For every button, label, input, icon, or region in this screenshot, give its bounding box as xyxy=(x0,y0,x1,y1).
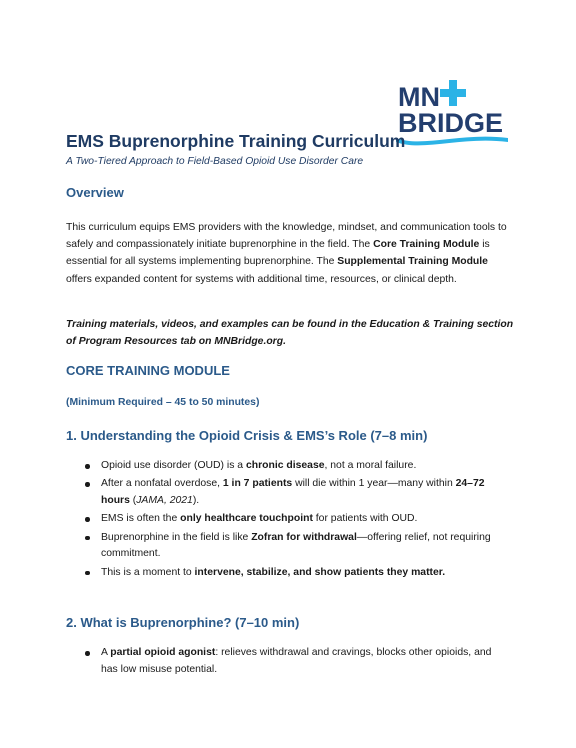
overview-heading: Overview xyxy=(66,185,124,200)
logo-line2: BRIDGE xyxy=(398,108,504,138)
section-2-heading: 2. What is Buprenorphine? (7–10 min) xyxy=(66,615,300,630)
minimum-required-label: (Minimum Required – 45 to 50 minutes) xyxy=(66,397,260,408)
list-item: This is a moment to intervene, stabilize, and show patients they matter. xyxy=(84,565,504,582)
list-item: A partial opioid agonist: relieves withdrawal and cravings, blocks other opioids, and has low misuse potential. xyxy=(84,645,504,678)
section-1-list xyxy=(84,458,504,583)
core-module-heading: CORE TRAINING MODULE xyxy=(66,363,230,378)
section-1-heading: 1. Understanding the Opioid Crisis & EMS’s Role (7–8 min) xyxy=(66,428,428,443)
list-item: Opioid use disorder (OUD) is a chronic disease, not a moral failure. xyxy=(84,458,504,475)
section-2-list xyxy=(84,645,504,680)
mn-bridge-logo xyxy=(392,78,512,148)
list-item: Buprenorphine in the field is like Zofran for withdrawal—offering relief, not requiring commitment. xyxy=(84,530,504,563)
document-subtitle: A Two-Tiered Approach to Field-Based Opioid Use Disorder Care xyxy=(66,156,364,167)
list-item: EMS is often the only healthcare touchpoint for patients with OUD. xyxy=(84,511,504,528)
list-item: After a nonfatal overdose, 1 in 7 patients will die within 1 year—many within 24–72 hours (JAMA, 2021). xyxy=(84,476,504,509)
overview-paragraph: This curriculum equips EMS providers with the knowledge, mindset, and communication tools to safely and compassionately initiate buprenorphine in the field. The Core Training Module is essential for all systems implementing buprenorphine. The Supplemental Training Module offers expanded content for systems with additional time, resources, or clinical depth. xyxy=(66,222,507,285)
training-materials-note: Training materials, videos, and examples can be found in the Education & Training section of Program Resources tab on MNBridge.org. xyxy=(66,319,514,348)
document-title: EMS Buprenorphine Training Curriculum xyxy=(66,131,406,151)
logo-line1: MN xyxy=(398,82,440,112)
plus-icon xyxy=(440,80,466,106)
